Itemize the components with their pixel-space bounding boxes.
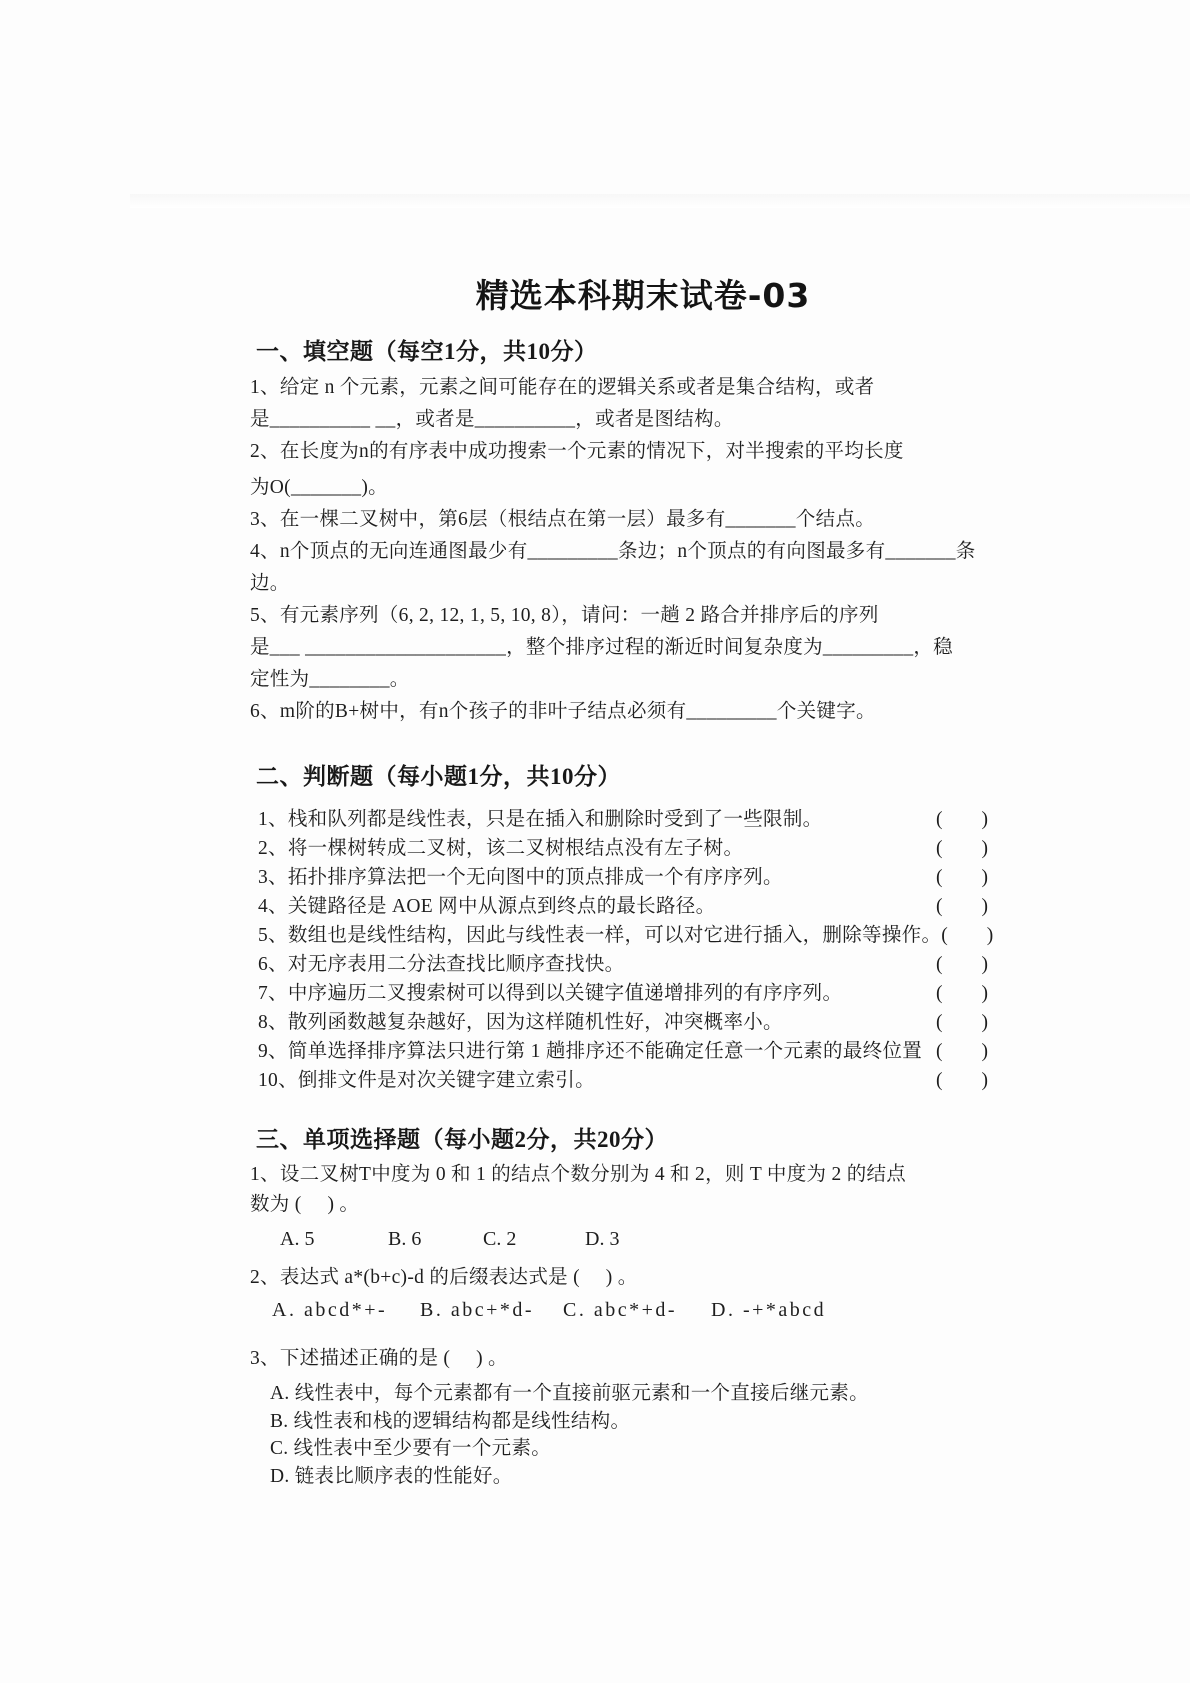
judge-item-text: 7、中序遍历二叉搜索树可以得到以关键字值递增排列的有序序列。 bbox=[258, 983, 843, 1004]
question-line: 为O(_______)。 bbox=[250, 477, 388, 498]
judge-item-text: 10、倒排文件是对次关键字建立索引。 bbox=[258, 1070, 595, 1091]
answer-parentheses: ( ) bbox=[936, 983, 988, 1004]
option-d: D. -+*abcd bbox=[711, 1299, 827, 1321]
judge-item-text: 9、简单选择排序算法只进行第 1 趟排序还不能确定任意一个元素的最终位置 bbox=[258, 1041, 923, 1062]
option-a: A. abcd*+- bbox=[272, 1299, 388, 1321]
judge-item-10 bbox=[250, 1064, 990, 1093]
option-d: D. 3 bbox=[585, 1228, 620, 1250]
judge-item-8 bbox=[250, 1006, 990, 1035]
fill-question-5 bbox=[250, 600, 995, 696]
fill-question-4 bbox=[250, 536, 995, 600]
question-line: 定性为________。 bbox=[250, 669, 410, 690]
exam-page bbox=[250, 0, 995, 1490]
choice-question-3 bbox=[250, 1344, 995, 1490]
section-true-false bbox=[250, 758, 995, 1093]
judge-item-text: 6、对无序表用二分法查找比顺序查找快。 bbox=[258, 954, 625, 975]
option-c: C. 2 bbox=[483, 1228, 517, 1250]
judge-item-text: 4、关键路径是 AOE 网中从源点到终点的最长路径。 bbox=[258, 896, 716, 917]
judge-item-7 bbox=[250, 977, 990, 1006]
judge-item-text: 5、数组也是线性结构，因此与线性表一样，可以对它进行插入，删除等操作。 bbox=[258, 925, 942, 946]
question-line: 1、设二叉树T中度为 0 和 1 的结点个数分别为 4 和 2，则 T 中度为 2 的结点 bbox=[250, 1164, 907, 1185]
spacer bbox=[250, 1322, 995, 1344]
choice-q2-options bbox=[250, 1299, 995, 1322]
answer-parentheses: ( ) bbox=[936, 954, 988, 975]
choice-section-heading: 三、单项选择题（每小题2分，共20分） bbox=[256, 1127, 668, 1152]
question-line: 边。 bbox=[250, 573, 290, 594]
judge-item-text: 3、拓扑排序算法把一个无向图中的顶点排成一个有序序列。 bbox=[258, 867, 783, 888]
judge-item-3 bbox=[250, 861, 990, 890]
judge-item-text: 8、散列函数越复杂越好，因为这样随机性好，冲突概率小。 bbox=[258, 1012, 783, 1033]
judge-item-1 bbox=[250, 803, 990, 832]
judge-section-heading: 二、判断题（每小题1分，共10分） bbox=[256, 764, 621, 789]
fill-question-3 bbox=[250, 504, 995, 536]
question-line: 是___ ____________________，整个排序过程的渐近时间复杂度为_________，稳 bbox=[250, 637, 953, 658]
page-title: 精选本科期末试卷-03 bbox=[475, 276, 811, 315]
option-a: A. 线性表中，每个元素都有一个直接前驱元素和一个直接后继元素。 bbox=[270, 1383, 869, 1404]
judge-item-5 bbox=[250, 919, 994, 948]
question-line: 3、在一棵二叉树中，第6层（根结点在第一层）最多有_______个结点。 bbox=[250, 509, 876, 530]
choice-question-2 bbox=[250, 1263, 995, 1322]
spacer bbox=[250, 1251, 995, 1263]
answer-parentheses: ( ) bbox=[941, 925, 994, 946]
fill-section-heading: 一、填空题（每空1分，共10分） bbox=[256, 339, 598, 364]
option-d: D. 链表比顺序表的性能好。 bbox=[270, 1465, 513, 1487]
choice-q1-options bbox=[250, 1228, 995, 1251]
judge-item-4 bbox=[250, 890, 990, 919]
answer-parentheses: ( ) bbox=[936, 867, 988, 888]
question-line: 3、下述描述正确的是 ( ) 。 bbox=[250, 1348, 508, 1369]
question-line: 2、在长度为n的有序表中成功搜索一个元素的情况下，对半搜索的平均长度 bbox=[250, 441, 904, 462]
answer-parentheses: ( ) bbox=[936, 896, 988, 917]
answer-parentheses: ( ) bbox=[936, 1012, 988, 1033]
section-fill-in-blanks bbox=[250, 333, 995, 728]
option-c: C. abc*+d- bbox=[563, 1299, 678, 1321]
fill-question-1 bbox=[250, 372, 995, 436]
question-line: 5、有元素序列（6, 2, 12, 1, 5, 10, 8），请问：一趟 2 路合并排序后的序列 bbox=[250, 605, 879, 626]
option-b: B. 6 bbox=[388, 1228, 422, 1250]
question-line: 2、表达式 a*(b+c)-d 的后缀表达式是 ( ) 。 bbox=[250, 1267, 638, 1288]
judge-item-text: 1、栈和队列都是线性表，只是在插入和删除时受到了一些限制。 bbox=[258, 809, 823, 830]
answer-parentheses: ( ) bbox=[936, 1041, 988, 1062]
question-line: 1、给定 n 个元素，元素之间可能存在的逻辑关系或者是集合结构，或者 bbox=[250, 377, 875, 398]
question-line: 6、m阶的B+树中，有n个孩子的非叶子结点必须有_________个关键字。 bbox=[250, 701, 876, 722]
judge-item-6 bbox=[250, 948, 990, 977]
judge-item-9 bbox=[250, 1035, 990, 1064]
judge-item-2 bbox=[250, 832, 990, 861]
choice-q3-options bbox=[250, 1380, 995, 1490]
judge-item-text: 2、将一棵树转成二叉树，该二叉树根结点没有左子树。 bbox=[258, 838, 744, 859]
question-line: 是__________ __，或者是__________，或者是图结构。 bbox=[250, 409, 734, 430]
question-line: 数为 ( ) 。 bbox=[250, 1194, 360, 1215]
answer-parentheses: ( ) bbox=[936, 838, 988, 859]
fill-question-6 bbox=[250, 696, 995, 728]
section-multiple-choice bbox=[250, 1121, 995, 1490]
option-c: C. 线性表中至少要有一个元素。 bbox=[270, 1438, 552, 1459]
answer-parentheses: ( ) bbox=[936, 809, 988, 830]
choice-question-1 bbox=[250, 1160, 995, 1251]
fill-question-2 bbox=[250, 436, 995, 504]
answer-parentheses: ( ) bbox=[936, 1070, 988, 1091]
option-b: B. abc+*d- bbox=[420, 1299, 535, 1321]
question-line: 4、n个顶点的无向连通图最少有_________条边；n个顶点的有向图最多有_______条 bbox=[250, 541, 976, 562]
option-b: B. 线性表和栈的逻辑结构都是线性结构。 bbox=[270, 1410, 631, 1432]
option-a: A. 5 bbox=[280, 1228, 315, 1250]
